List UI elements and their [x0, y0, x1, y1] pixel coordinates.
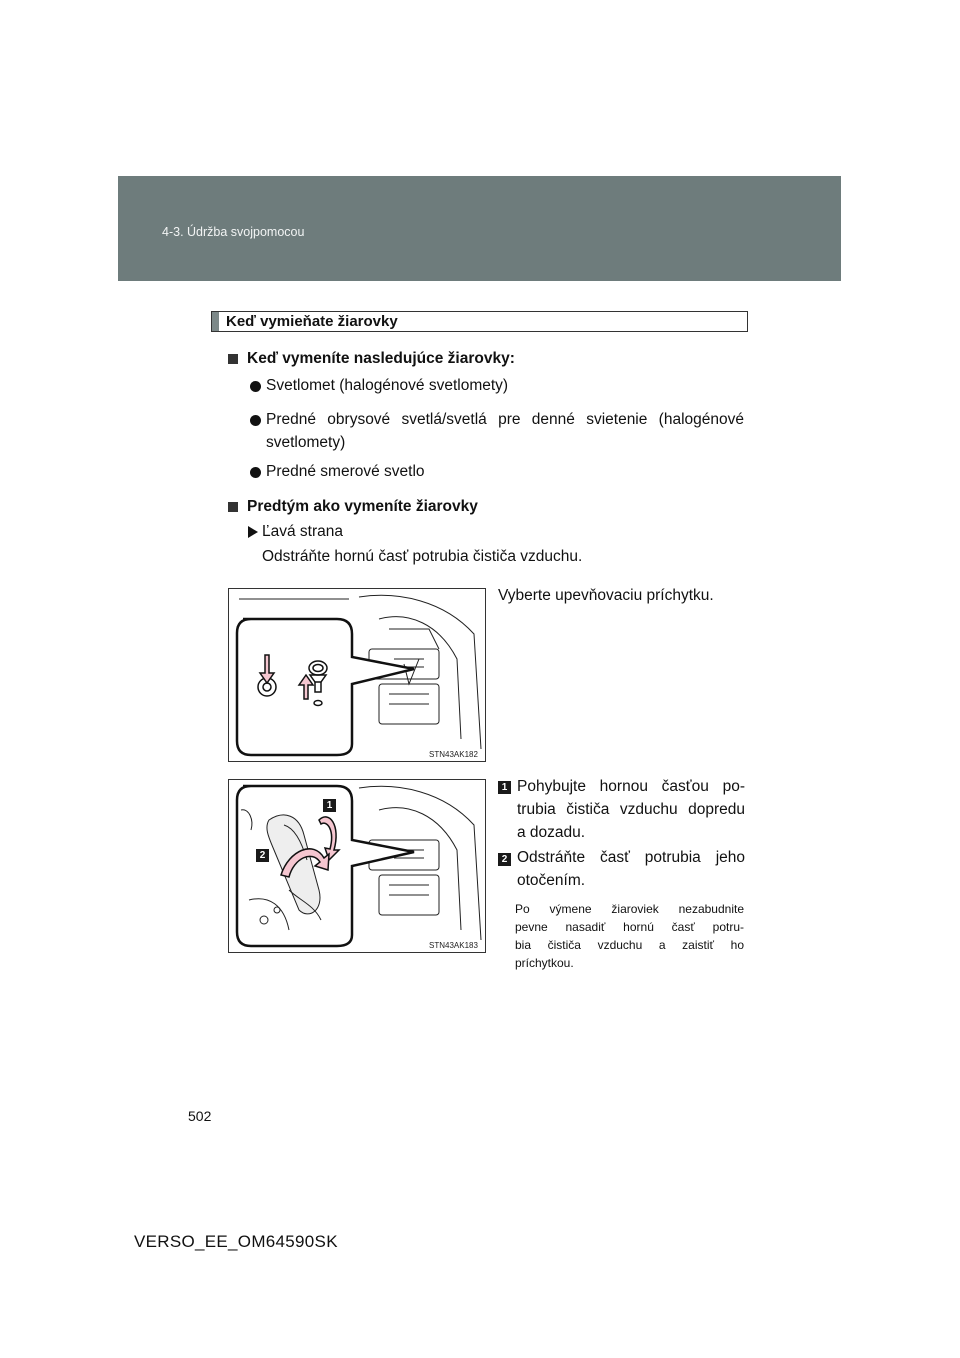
- figure-clip-removal: [228, 588, 486, 762]
- triangle-arrow-icon: [248, 526, 258, 538]
- bullet-dot-icon: [250, 381, 261, 392]
- step-badge-1: 1: [498, 781, 511, 794]
- step-badge-2: 2: [498, 853, 511, 866]
- step1-text: [517, 775, 745, 844]
- figure-duct-removal: [228, 779, 486, 953]
- bullet-dot-icon: [250, 467, 261, 478]
- callout-2: 2: [256, 849, 269, 862]
- header-section-title: 4-3. Údržba svojpomocou: [162, 225, 305, 239]
- instruction-text: Odstráňte hornú časť potrubia čističa vzduchu.: [262, 548, 583, 565]
- document-code: VERSO_EE_OM64590SK: [134, 1232, 338, 1251]
- page-number: 502: [188, 1108, 212, 1124]
- bullet-item: Svetlomet (halogénové svetlomety): [266, 377, 509, 394]
- callout-1: 1: [323, 799, 336, 812]
- engine-bay-illustration: [229, 589, 485, 761]
- side-label: Ľavá strana: [262, 523, 343, 540]
- section-title-box: [211, 311, 748, 332]
- note-line: bia čističa vzduchu a zaistiť ho: [515, 938, 744, 952]
- note-line: príchytkou.: [515, 956, 574, 970]
- section-title: Keď vymieňate žiarovky: [226, 313, 398, 330]
- note-line: Po výmene žiaroviek nezabudnite: [515, 902, 744, 916]
- step1-line: trubia čističa vzduchu dopredu: [517, 801, 745, 818]
- bullet-item: Predné obrysové svetlá/svetlá pre denné svietenie (halogénové: [266, 411, 744, 428]
- bullet-item-continued: svetlomety): [266, 434, 346, 451]
- section-title-bar: [212, 312, 219, 331]
- square-bullet-icon: [228, 354, 238, 364]
- figure-code: STN43AK183: [429, 941, 478, 950]
- square-bullet-icon: [228, 502, 238, 512]
- bullet-item: Predné smerové svetlo: [266, 463, 425, 480]
- step1-line: a dozadu.: [517, 824, 586, 841]
- note-line: pevne nasadiť hornú časť potru-: [515, 920, 744, 934]
- block2-heading: Predtým ako vymeníte žiarovky: [247, 498, 478, 515]
- header-band: [118, 176, 841, 281]
- step2-line: otočením.: [517, 872, 586, 889]
- block1-heading: Keď vymeníte nasledujúce žiarovky:: [247, 350, 515, 367]
- figure1-caption: Vyberte upevňovaciu príchytku.: [498, 587, 714, 604]
- step1-line: Pohybujte hornou časťou po-: [517, 778, 745, 795]
- step2-text: [517, 846, 745, 892]
- step2-line: Odstráňte časť potrubia jeho: [517, 849, 745, 866]
- air-duct-illustration: [229, 780, 485, 952]
- bullet-dot-icon: [250, 415, 261, 426]
- note-text: [515, 900, 744, 972]
- figure-code: STN43AK182: [429, 750, 478, 759]
